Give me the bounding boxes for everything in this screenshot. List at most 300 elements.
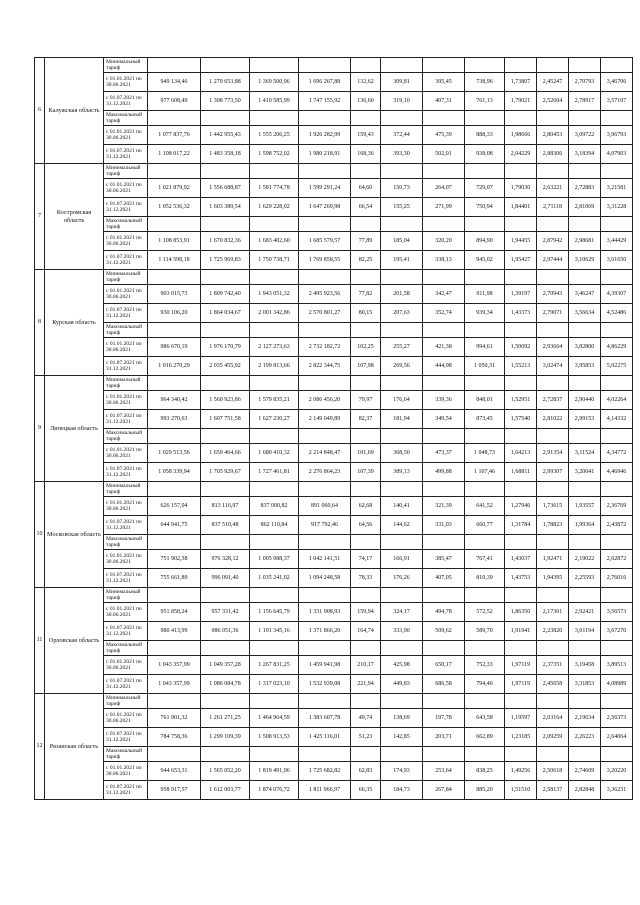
value-cell <box>569 270 601 285</box>
value-cell <box>423 747 465 762</box>
tariff-type-label: Минимальный тариф <box>104 588 148 603</box>
value-cell <box>351 535 381 550</box>
value-cell: 64,56 <box>351 516 381 535</box>
table-row <box>35 709 633 728</box>
value-cell <box>351 111 381 126</box>
value-cell: 494,78 <box>423 603 465 622</box>
value-cell <box>250 217 299 232</box>
value-cell <box>201 747 250 762</box>
value-cell <box>569 482 601 497</box>
value-cell: 2,81022 <box>537 410 569 429</box>
value-cell <box>201 58 250 73</box>
table-row <box>35 516 633 535</box>
value-cell: 176,64 <box>381 391 423 410</box>
value-cell: 473,37 <box>423 444 465 463</box>
value-cell: 1 317 023,10 <box>250 675 299 694</box>
value-cell: 813 116,97 <box>201 497 250 516</box>
value-cell <box>505 270 537 285</box>
value-cell: 1 077 837,76 <box>148 126 201 145</box>
region-name: Орловская область <box>45 588 104 694</box>
value-cell: 49,74 <box>351 709 381 728</box>
value-cell: 1 043 357,99 <box>148 675 201 694</box>
table-row <box>35 232 633 251</box>
value-cell: 888,33 <box>465 126 505 145</box>
value-cell <box>423 270 465 285</box>
value-cell: 1 425 116,01 <box>299 728 351 747</box>
value-cell: 2,99153 <box>569 410 601 429</box>
value-cell <box>250 270 299 285</box>
value-cell: 2,04229 <box>505 145 537 164</box>
value-cell: 1,94395 <box>537 569 569 588</box>
value-cell: 1 261 271,25 <box>201 709 250 728</box>
value-cell <box>601 429 633 444</box>
value-cell: 425,98 <box>381 656 423 675</box>
value-cell <box>423 694 465 709</box>
value-cell: 837 510,48 <box>201 516 250 535</box>
value-cell: 1 410 585,99 <box>250 92 299 111</box>
value-cell: 2,43872 <box>601 516 633 535</box>
value-cell <box>148 747 201 762</box>
value-cell <box>537 376 569 391</box>
table-row <box>35 217 633 232</box>
value-cell: 331,03 <box>423 516 465 535</box>
value-cell: 2,92421 <box>569 603 601 622</box>
value-cell <box>381 429 423 444</box>
value-cell: 176,26 <box>381 569 423 588</box>
value-cell: 1 727 461,81 <box>250 463 299 482</box>
value-cell <box>250 535 299 550</box>
value-cell: 3,44429 <box>601 232 633 251</box>
value-cell: 751 902,38 <box>148 550 201 569</box>
table-row <box>35 251 633 270</box>
value-cell: 1 029 513,56 <box>148 444 201 463</box>
value-cell: 3,56634 <box>569 304 601 323</box>
value-cell: 210,17 <box>351 656 381 675</box>
tariff-type-label: Минимальный тариф <box>104 270 148 285</box>
table-row <box>35 376 633 391</box>
value-cell <box>148 429 201 444</box>
value-cell: 3,89513 <box>601 656 633 675</box>
value-cell: 338,13 <box>423 251 465 270</box>
table-row <box>35 656 633 675</box>
value-cell: 2,58137 <box>537 781 569 800</box>
value-cell: 641,52 <box>465 497 505 516</box>
value-cell <box>505 376 537 391</box>
value-cell: 342,47 <box>423 285 465 304</box>
value-cell: 1,84401 <box>505 198 537 217</box>
value-cell <box>381 164 423 179</box>
value-cell: 2 199 813,66 <box>250 357 299 376</box>
value-cell: 174,93 <box>381 762 423 781</box>
value-cell <box>569 217 601 232</box>
value-cell: 136,60 <box>351 92 381 111</box>
region-number: 7 <box>35 164 45 270</box>
value-cell: 1,79021 <box>505 92 537 111</box>
value-cell <box>601 588 633 603</box>
value-cell <box>381 535 423 550</box>
value-cell <box>537 641 569 656</box>
period-label: с 01.01.2021 по 30.06.2021 <box>104 497 148 516</box>
period-label: с 01.01.2021 по 30.06.2021 <box>104 550 148 569</box>
value-cell: 2,74609 <box>569 762 601 781</box>
period-label: с 01.07.2021 по 31.12.2021 <box>104 675 148 694</box>
value-cell <box>351 429 381 444</box>
value-cell: 1,27946 <box>505 497 537 516</box>
value-cell <box>465 641 505 656</box>
value-cell: 144,62 <box>381 516 423 535</box>
value-cell: 1,97119 <box>505 675 537 694</box>
value-cell: 159,43 <box>351 126 381 145</box>
value-cell: 1 043 357,99 <box>148 656 201 675</box>
value-cell: 3,36231 <box>601 781 633 800</box>
value-cell <box>569 164 601 179</box>
value-cell: 321,39 <box>423 497 465 516</box>
value-cell: 155,25 <box>381 198 423 217</box>
period-label: с 01.07.2021 по 31.12.2021 <box>104 198 148 217</box>
table-row <box>35 482 633 497</box>
value-cell: 3,46706 <box>601 73 633 92</box>
value-cell: 221,94 <box>351 675 381 694</box>
tariff-type-label: Максимальный тариф <box>104 429 148 444</box>
value-cell <box>537 588 569 603</box>
value-cell <box>201 535 250 550</box>
value-cell <box>465 270 505 285</box>
value-cell: 903 015,73 <box>148 285 201 304</box>
table-row <box>35 179 633 198</box>
value-cell <box>381 747 423 762</box>
value-cell: 66,35 <box>351 781 381 800</box>
value-cell: 1,95427 <box>505 251 537 270</box>
value-cell <box>537 270 569 285</box>
value-cell <box>423 164 465 179</box>
value-cell: 4,34772 <box>601 444 633 463</box>
table-row <box>35 444 633 463</box>
value-cell: 1 483 358,18 <box>201 145 250 164</box>
value-cell <box>601 482 633 497</box>
value-cell: 166,91 <box>381 550 423 569</box>
value-cell: 3,10629 <box>569 251 601 270</box>
value-cell <box>537 429 569 444</box>
value-cell: 1 016 270,29 <box>148 357 201 376</box>
value-cell <box>201 429 250 444</box>
tariff-type-label: Максимальный тариф <box>104 535 148 550</box>
value-cell: 885,20 <box>465 781 505 800</box>
value-cell: 79,97 <box>351 391 381 410</box>
value-cell: 1 383 607,78 <box>299 709 351 728</box>
value-cell <box>351 694 381 709</box>
value-cell <box>148 58 201 73</box>
table-row <box>35 497 633 516</box>
value-cell: 3,96793 <box>601 126 633 145</box>
value-cell: 761 901,32 <box>148 709 201 728</box>
value-cell: 349,54 <box>423 410 465 429</box>
value-cell: 3,57107 <box>601 92 633 111</box>
value-cell <box>250 747 299 762</box>
value-cell <box>351 641 381 656</box>
value-cell <box>250 694 299 709</box>
value-cell: 4,08989 <box>601 675 633 694</box>
table-row <box>35 641 633 656</box>
value-cell: 3,20041 <box>569 463 601 482</box>
value-cell <box>381 58 423 73</box>
value-cell <box>201 164 250 179</box>
value-cell: 930 106,20 <box>148 304 201 323</box>
value-cell <box>351 482 381 497</box>
value-cell: 1 108 017,22 <box>148 145 201 164</box>
value-cell: 3,67270 <box>601 622 633 641</box>
period-label: с 01.01.2021 по 30.06.2021 <box>104 603 148 622</box>
value-cell: 644 941,75 <box>148 516 201 535</box>
value-cell <box>351 58 381 73</box>
value-cell <box>351 323 381 338</box>
value-cell <box>601 217 633 232</box>
value-cell: 80,15 <box>351 304 381 323</box>
period-label: с 01.01.2021 по 30.06.2021 <box>104 285 148 304</box>
value-cell: 142,85 <box>381 728 423 747</box>
table-row <box>35 603 633 622</box>
value-cell <box>465 694 505 709</box>
value-cell <box>250 58 299 73</box>
table-row <box>35 58 633 73</box>
period-label: с 01.01.2021 по 30.06.2021 <box>104 338 148 357</box>
value-cell: 1 042 141,51 <box>299 550 351 569</box>
value-cell <box>381 641 423 656</box>
value-cell <box>465 323 505 338</box>
value-cell: 78,33 <box>351 569 381 588</box>
value-cell: 449,83 <box>381 675 423 694</box>
value-cell: 2,17301 <box>537 603 569 622</box>
value-cell: 2,80453 <box>537 126 569 145</box>
value-cell: 4,86229 <box>601 338 633 357</box>
tariff-type-label: Минимальный тариф <box>104 58 148 73</box>
value-cell: 3,61650 <box>601 251 633 270</box>
value-cell: 102,25 <box>351 338 381 357</box>
value-cell <box>148 270 201 285</box>
value-cell: 1,99364 <box>569 516 601 535</box>
value-cell: 1 629 228,02 <box>250 198 299 217</box>
tariff-type-label: Максимальный тариф <box>104 747 148 762</box>
value-cell <box>505 535 537 550</box>
value-cell: 1 114 598,18 <box>148 251 201 270</box>
value-cell: 848,01 <box>465 391 505 410</box>
value-cell: 1,43373 <box>505 304 537 323</box>
value-cell: 1 299 109,39 <box>201 728 250 747</box>
value-cell: 389,13 <box>381 463 423 482</box>
value-cell <box>148 482 201 497</box>
period-label: с 01.07.2021 по 31.12.2021 <box>104 357 148 376</box>
value-cell: 150,73 <box>381 179 423 198</box>
value-cell <box>601 164 633 179</box>
value-cell: 2,03164 <box>537 709 569 728</box>
value-cell: 1 369 500,96 <box>250 73 299 92</box>
period-label: с 01.07.2021 по 31.12.2021 <box>104 781 148 800</box>
tariff-type-label: Максимальный тариф <box>104 323 148 338</box>
value-cell <box>537 111 569 126</box>
value-cell <box>569 376 601 391</box>
value-cell: 269,56 <box>381 357 423 376</box>
value-cell <box>465 376 505 391</box>
value-cell: 3,21581 <box>601 179 633 198</box>
value-cell <box>299 58 351 73</box>
value-cell: 1 612 003,77 <box>201 781 250 800</box>
value-cell: 3,95853 <box>569 357 601 376</box>
value-cell: 2,70793 <box>569 73 601 92</box>
value-cell: 185,04 <box>381 232 423 251</box>
value-cell <box>569 747 601 762</box>
period-label: с 01.07.2021 по 31.12.2021 <box>104 145 148 164</box>
value-cell: 1 603 389,54 <box>201 198 250 217</box>
value-cell: 2,70943 <box>537 285 569 304</box>
value-cell: 1 926 282,99 <box>299 126 351 145</box>
value-cell: 339,36 <box>423 391 465 410</box>
value-cell: 62,68 <box>351 497 381 516</box>
value-cell <box>381 482 423 497</box>
value-cell <box>569 58 601 73</box>
value-cell <box>505 164 537 179</box>
value-cell <box>148 217 201 232</box>
value-cell: 499,88 <box>423 463 465 482</box>
value-cell: 958 917,57 <box>148 781 201 800</box>
value-cell: 62,83 <box>351 762 381 781</box>
value-cell: 2,50618 <box>537 762 569 781</box>
region-name: Костромская область <box>45 164 104 270</box>
region-number: 6 <box>35 58 45 164</box>
value-cell: 1 270 653,88 <box>201 73 250 92</box>
value-cell <box>201 111 250 126</box>
value-cell: 132,62 <box>351 73 381 92</box>
value-cell <box>299 270 351 285</box>
value-cell <box>465 747 505 762</box>
tariff-type-label: Минимальный тариф <box>104 482 148 497</box>
period-label: с 01.07.2021 по 31.12.2021 <box>104 251 148 270</box>
value-cell <box>505 217 537 232</box>
value-cell <box>148 111 201 126</box>
value-cell: 1,51510 <box>505 781 537 800</box>
value-cell: 407,05 <box>423 569 465 588</box>
value-cell <box>250 323 299 338</box>
value-cell: 1 683 402,60 <box>250 232 299 251</box>
period-label: с 01.07.2021 по 31.12.2021 <box>104 516 148 535</box>
value-cell: 761,13 <box>465 92 505 111</box>
value-cell: 1 308 773,50 <box>201 92 250 111</box>
table-row <box>35 622 633 641</box>
value-cell: 957 331,42 <box>201 603 250 622</box>
value-cell <box>381 588 423 603</box>
value-cell: 1 725 682,82 <box>299 762 351 781</box>
value-cell: 1,97119 <box>505 656 537 675</box>
value-cell: 1 750 738,71 <box>250 251 299 270</box>
value-cell: 729,07 <box>465 179 505 198</box>
value-cell: 1 607 751,58 <box>201 410 250 429</box>
period-label: с 01.07.2021 по 31.12.2021 <box>104 463 148 482</box>
value-cell: 1,52951 <box>505 391 537 410</box>
value-cell: 1 049 357,28 <box>201 656 250 675</box>
value-cell: 794,46 <box>465 675 505 694</box>
value-cell: 352,74 <box>423 304 465 323</box>
tariff-table <box>34 57 633 800</box>
value-cell <box>351 217 381 232</box>
value-cell: 2,90440 <box>569 391 601 410</box>
value-cell: 2,93664 <box>537 338 569 357</box>
region-name: Рязанская область <box>45 694 104 800</box>
value-cell: 2,98681 <box>569 232 601 251</box>
value-cell: 662,89 <box>465 728 505 747</box>
value-cell: 184,73 <box>381 781 423 800</box>
value-cell: 1 696 267,88 <box>299 73 351 92</box>
value-cell: 1 647 269,98 <box>299 198 351 217</box>
value-cell: 1 555 206,25 <box>250 126 299 145</box>
value-cell: 107,98 <box>351 357 381 376</box>
value-cell: 4,52486 <box>601 304 633 323</box>
period-label: с 01.01.2021 по 30.06.2021 <box>104 179 148 198</box>
value-cell: 74,17 <box>351 550 381 569</box>
value-cell: 333,90 <box>381 622 423 641</box>
value-cell: 51,23 <box>351 728 381 747</box>
value-cell: 168,36 <box>351 145 381 164</box>
value-cell: 911,98 <box>465 285 505 304</box>
value-cell: 2,62872 <box>601 550 633 569</box>
value-cell: 181,94 <box>381 410 423 429</box>
period-label: с 01.01.2021 по 30.06.2021 <box>104 232 148 251</box>
value-cell: 1 819 491,96 <box>250 762 299 781</box>
value-cell <box>601 376 633 391</box>
value-cell: 3,01194 <box>569 622 601 641</box>
period-label: с 01.01.2021 по 30.06.2021 <box>104 444 148 463</box>
value-cell: 1 156 645,79 <box>250 603 299 622</box>
value-cell: 407,31 <box>423 92 465 111</box>
value-cell: 2,87942 <box>537 232 569 251</box>
value-cell <box>505 58 537 73</box>
value-cell: 253,64 <box>423 762 465 781</box>
value-cell: 203,71 <box>423 728 465 747</box>
value-cell <box>505 694 537 709</box>
region-name: Курская область <box>45 270 104 376</box>
table-row <box>35 762 633 781</box>
value-cell <box>601 270 633 285</box>
value-cell: 1 705 929,67 <box>201 463 250 482</box>
value-cell: 767,41 <box>465 550 505 569</box>
value-cell <box>250 429 299 444</box>
value-cell: 2,19634 <box>569 709 601 728</box>
value-cell <box>423 588 465 603</box>
value-cell: 626 157,04 <box>148 497 201 516</box>
value-cell <box>201 270 250 285</box>
value-cell <box>250 164 299 179</box>
value-cell: 1,78823 <box>537 516 569 535</box>
value-cell <box>148 376 201 391</box>
value-cell <box>423 535 465 550</box>
value-cell: 1 048,73 <box>465 444 505 463</box>
value-cell: 752,33 <box>465 656 505 675</box>
value-cell: 393,30 <box>381 145 423 164</box>
value-cell: 4,39307 <box>601 285 633 304</box>
value-cell: 4,07903 <box>601 145 633 164</box>
value-cell <box>601 641 633 656</box>
period-label: с 01.01.2021 по 30.06.2021 <box>104 126 148 145</box>
value-cell: 66,54 <box>351 198 381 217</box>
value-cell <box>537 164 569 179</box>
value-cell: 1 442 955,43 <box>201 126 250 145</box>
value-cell: 2,64064 <box>601 728 633 747</box>
value-cell: 2,52604 <box>537 92 569 111</box>
table-row <box>35 198 633 217</box>
value-cell <box>423 641 465 656</box>
value-cell <box>299 694 351 709</box>
value-cell <box>505 588 537 603</box>
period-label: с 01.07.2021 по 31.12.2021 <box>104 304 148 323</box>
value-cell <box>423 58 465 73</box>
value-cell: 1 685 579,57 <box>299 232 351 251</box>
